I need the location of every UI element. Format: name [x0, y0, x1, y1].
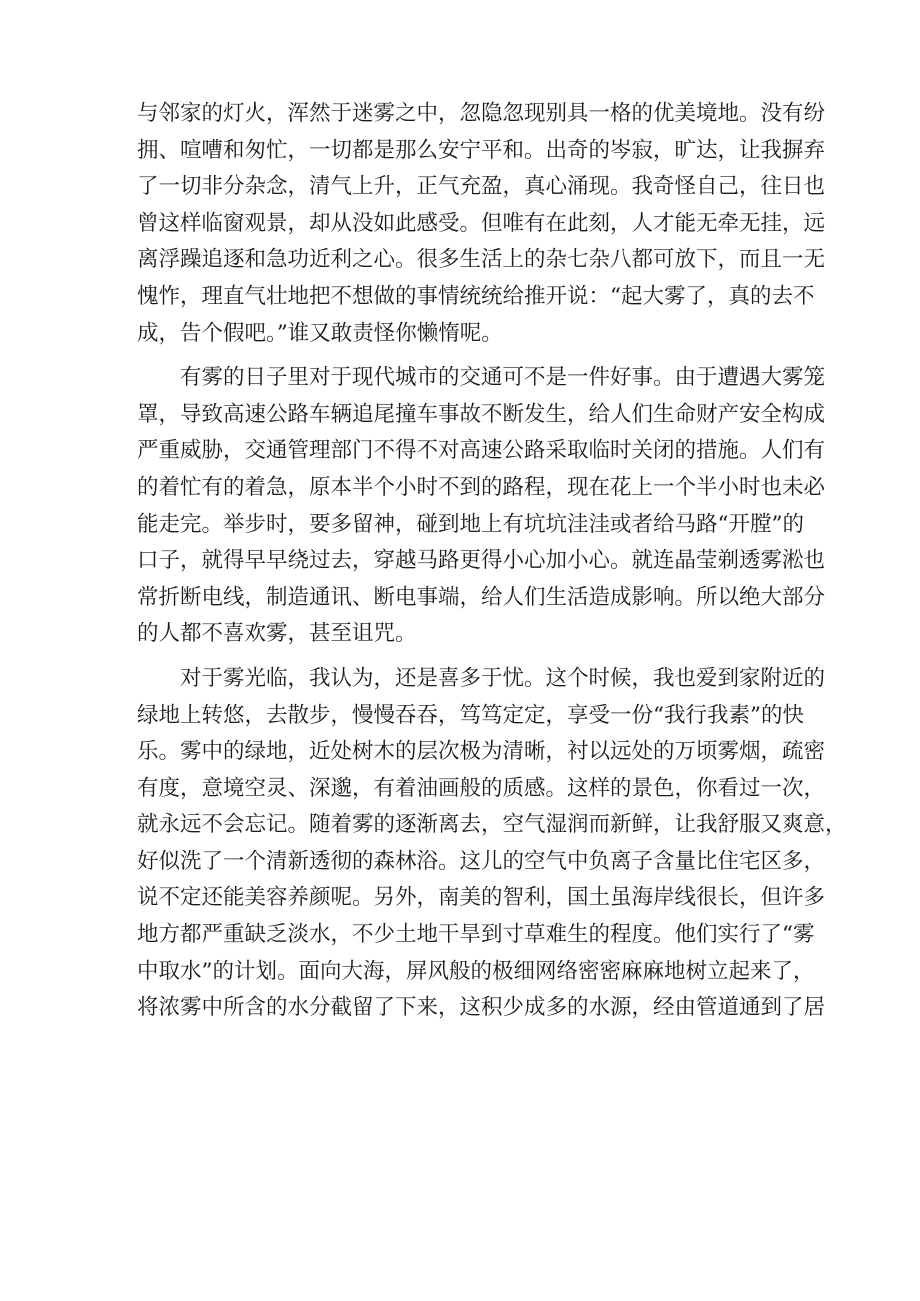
- text-line: 了一切非分杂念，清气上升，正气充盈，真心涌现。我奇怪自己，往日也: [137, 174, 826, 200]
- paragraph-3: [137, 661, 847, 1027]
- text-line: 愧怍，理直气壮地把不想做的事情统统给推开说：“起大雾了，真的去不: [137, 283, 815, 309]
- text-line: 能走完。举步时，要多留神，碰到地上有坑坑洼洼或者给马路“开膛”的: [137, 511, 804, 537]
- text-line: 有度，意境空灵、深邈，有着油画般的质感。这样的景色，你看过一次，: [137, 775, 826, 801]
- text-line: 中取水”的计划。面向大海，屏风般的极细网络密密麻麻地树立起来了，: [137, 958, 815, 984]
- text-line: 对于雾光临，我认为，还是喜多于忧。这个时候，我也爱到家附近的: [137, 665, 826, 691]
- paragraph-spacer: [137, 653, 797, 661]
- text-line: 好似洗了一个清新透彻的森林浴。这儿的空气中负离子含量比住宅区多，: [137, 848, 826, 874]
- text-line: 与邻家的灯火，浑然于迷雾之中，忽隐忽现别具一格的优美境地。没有纷: [137, 101, 826, 126]
- text-line: 离浮躁追逐和急功近利之心。很多生活上的杂七杂八都可放下，而且一无: [137, 247, 826, 273]
- text-line: 拥、喧嘈和匆忙，一切都是那么安宁平和。出奇的岑寂，旷达，让我摒弃: [137, 137, 826, 163]
- text-line: 口子，就得早早绕过去，穿越马路更得小心加小心。就连晶莹剃透雾淞也: [137, 548, 826, 574]
- text-line: 曾这样临窗观景，却从没如此感受。但唯有在此刻，人才能无牵无挂，远: [137, 210, 826, 236]
- paragraph-1: [137, 96, 826, 352]
- text-line: 成，告个假吧。”谁又敢责怪你懒惰呢。: [137, 320, 503, 346]
- text-line: 地方都严重缺乏淡水，不少土地干旱到寸草难生的程度。他们实行了“雾: [137, 922, 815, 948]
- paragraph-2: [137, 360, 826, 653]
- text-line: 说不定还能美容养颜呢。另外，南美的智利，国土虽海岸线很长，但许多: [137, 885, 826, 911]
- text-line: 常折断电线，制造通讯、断电事端，给人们生活造成影响。所以绝大部分: [137, 584, 826, 610]
- text-line: 绿地上转悠，去散步，慢慢吞吞，笃笃定定，享受一份“我行我素”的快: [137, 702, 804, 728]
- paragraph-spacer: [137, 352, 797, 360]
- text-line: 将浓雾中所含的水分截留了下来，这积少成多的水源，经由管道通到了居: [137, 995, 826, 1021]
- text-line: 乐。雾中的绿地，近处树木的层次极为清晰，衬以远处的万顷雾烟，疏密: [137, 739, 826, 765]
- text-line: 的着忙有的着急，原本半个小时不到的路程，现在花上一个半小时也未必: [137, 474, 826, 500]
- text-line: 就永远不会忘记。随着雾的逐渐离去，空气湿润而新鲜，让我舒服又爽意，: [137, 812, 847, 838]
- document-body: [137, 96, 847, 1027]
- text-line: 有雾的日子里对于现代城市的交通可不是一件好事。由于遭遇大雾笼: [137, 365, 826, 391]
- text-line: 的人都不喜欢雾，甚至诅咒。: [137, 621, 417, 647]
- text-line: 严重威胁，交通管理部门不得不对高速公路采取临时关闭的措施。人们有: [137, 438, 826, 464]
- text-line: 罩，导致高速公路车辆追尾撞车事故不断发生，给人们生命财产安全构成: [137, 401, 826, 427]
